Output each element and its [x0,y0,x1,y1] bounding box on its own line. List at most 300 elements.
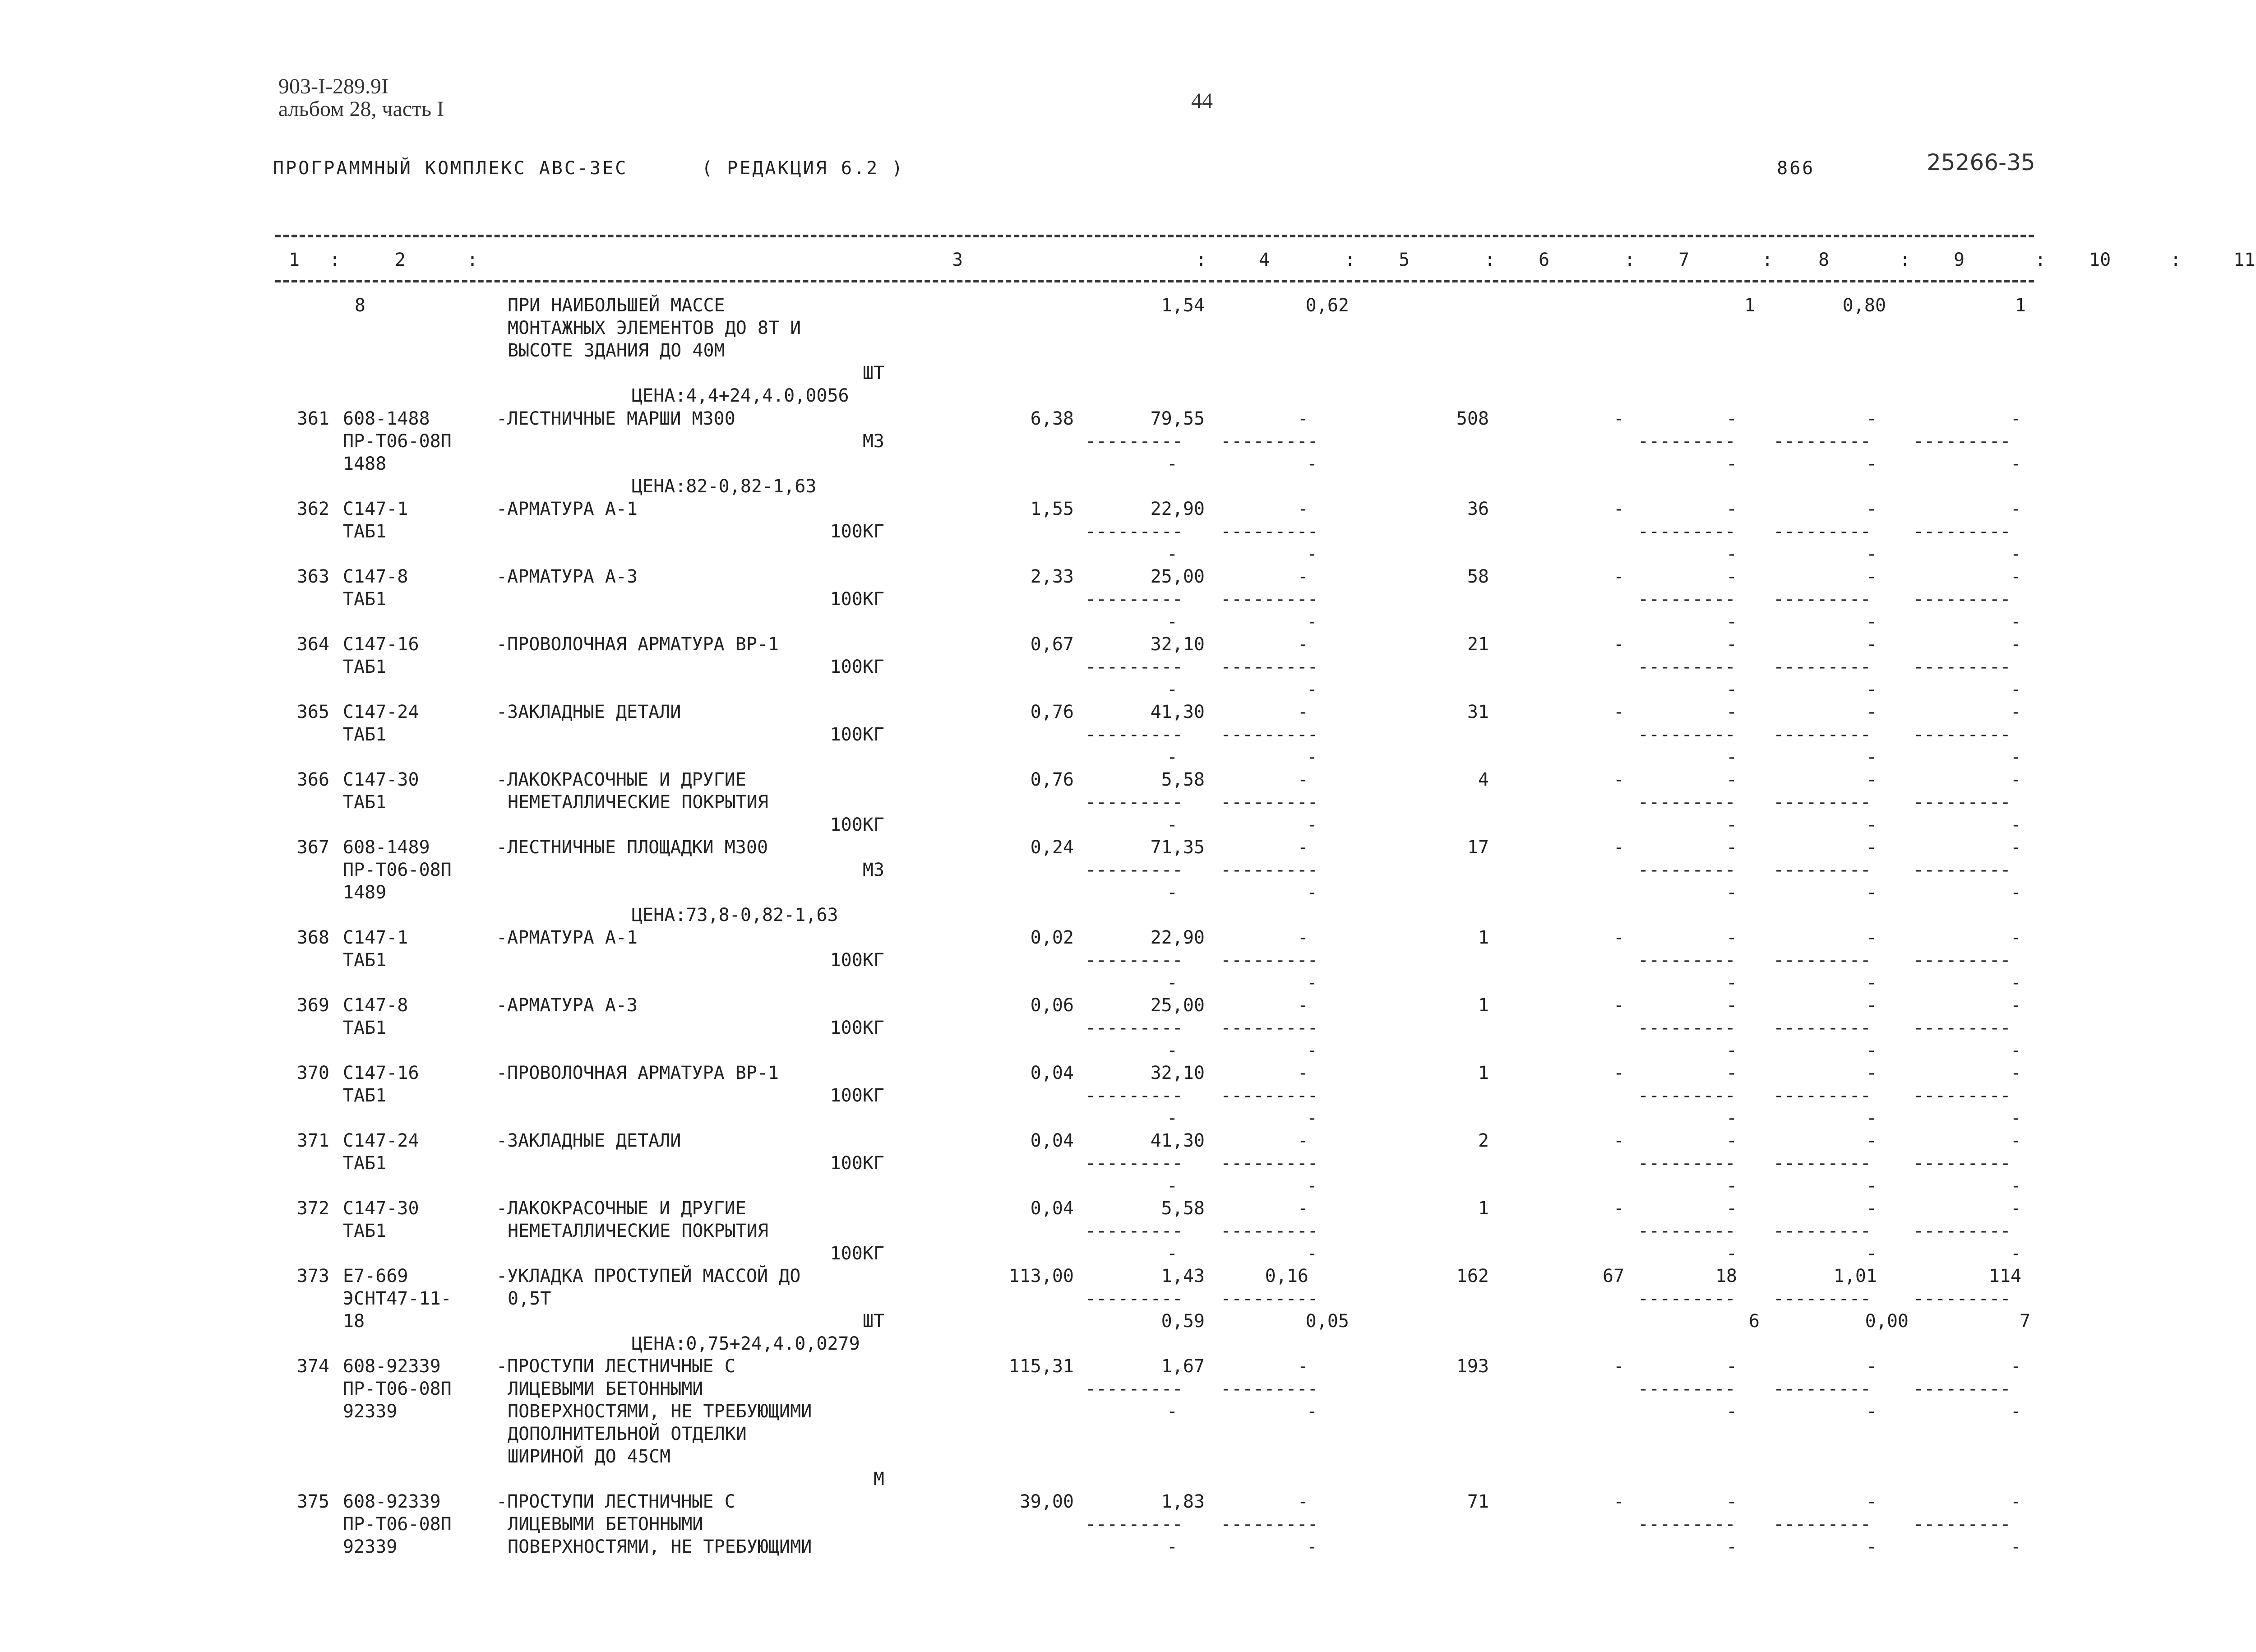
page-number: 44 [1191,89,1213,113]
column-header: 7 [1678,250,1690,270]
row-code-line: ТАБ1 [343,657,387,677]
cell-rule: --------- [1913,521,2011,542]
cell-c5: 25,00 [1150,566,1205,587]
row-number: 362 [296,499,329,519]
cell-c11: - [2010,1063,2021,1083]
row-code-line: 92339 [343,1536,398,1557]
row-unit: ШТ [862,1311,884,1332]
row-desc-line: -АРМАТУРА А-3 [496,995,638,1016]
cell-rule: --------- [1913,1085,2011,1106]
column-separator: : [1484,250,1496,270]
empty-cell-mark: - [2010,814,2021,835]
empty-cell-mark: - [1306,1175,1318,1196]
cell-rule: --------- [1220,431,1318,452]
cell-c7: 1 [1478,995,1489,1016]
empty-cell-mark: - [1866,747,1877,768]
edition-label: ( РЕДАКЦИЯ 6.2 ) [702,158,905,179]
column-header: 2 [395,250,406,270]
row-number: 363 [296,566,329,587]
row-number: 365 [296,702,329,722]
row-code-line: С147-1 [343,927,408,948]
row-desc-line: НЕМЕТАЛЛИЧЕСКИЕ ПОКРЫТИЯ [508,1221,768,1241]
empty-cell-mark: - [2010,972,2021,993]
cell-c7: 508 [1456,408,1489,429]
row-code-line: 92339 [343,1401,398,1422]
cell-rule: --------- [1085,1018,1183,1038]
album-label: альбом 28, часть I [278,97,444,121]
cell-c4: 0,24 [1030,837,1074,858]
row-code-line: 1489 [343,882,387,903]
cell-c5: 25,00 [1150,995,1205,1016]
cell-c11: - [2010,837,2021,858]
cell-c7: 4 [1478,769,1489,790]
empty-cell-mark: - [1866,882,1877,903]
cell-c8: - [1613,1356,1624,1377]
row-code-line: ПР-Т06-08П [343,860,452,880]
cell-c10: - [1866,499,1877,519]
cell-c4: 0,76 [1030,769,1074,790]
empty-cell-mark: - [1726,882,1737,903]
empty-cell-mark: - [1866,1175,1877,1196]
empty-cell-mark: - [1726,544,1737,565]
empty-cell-mark: - [2010,1401,2021,1422]
row-desc-line: -ПРОВОЛОЧНАЯ АРМАТУРА ВР-1 [496,634,779,655]
cell-c4: 0,04 [1030,1063,1074,1083]
empty-cell-mark: - [2010,1175,2021,1196]
cell-rule: --------- [1085,1288,1183,1309]
cell-rule: --------- [1773,657,1871,677]
cell-c10: - [1866,566,1877,587]
empty-cell-mark: - [2010,544,2021,565]
empty-cell-mark: - [1166,544,1178,565]
row-unit: 100КГ [830,950,884,971]
column-separator: : [1196,250,1207,270]
empty-cell-mark: - [1306,1536,1318,1557]
cell-c10: - [1866,837,1877,858]
cell-rule: --------- [1220,657,1318,677]
empty-cell-mark: - [1166,1243,1178,1264]
cell-c9: - [1726,995,1737,1016]
row-number: 373 [296,1266,329,1286]
cell-rule: --------- [1773,1085,1871,1106]
cell-rule: --------- [1220,1018,1318,1038]
row-number: 361 [296,408,329,429]
cell-b9: 6 [1748,1311,1760,1332]
cell-c11: - [2010,1198,2021,1219]
row-desc-line: -ЛЕСТНИЧНЫЕ ПЛОЩАДКИ М300 [496,837,768,858]
row-desc-line: -ЛЕСТНИЧНЫЕ МАРШИ М300 [496,408,735,429]
cell-rule: --------- [1773,1288,1871,1309]
column-separator: : [467,250,478,270]
row-code-line: ЭСНТ47-11- [343,1288,452,1309]
cell-c8: - [1613,995,1624,1016]
cell-rule: --------- [1085,724,1183,745]
cell-rule: --------- [1220,950,1318,971]
empty-cell-mark: - [1166,814,1178,835]
row-code-line: ТАБ1 [343,792,387,813]
cell-c11: - [2010,702,2021,722]
cell-c4: 0,67 [1030,634,1074,655]
row-unit: 100КГ [830,1243,884,1264]
empty-cell-mark: - [2010,611,2021,632]
cell-c10: - [1866,1130,1877,1151]
cell-rule: --------- [1220,1085,1318,1106]
intro-desc-line: ВЫСОТЕ ЗДАНИЯ ДО 40М [508,340,725,361]
cell-rule: --------- [1638,1514,1736,1535]
cell-c6: - [1297,995,1308,1016]
empty-cell-mark: - [1166,453,1178,474]
row-code-line: 608-92339 [343,1356,441,1377]
row-unit: 100КГ [830,814,884,835]
empty-cell-mark: - [1166,1040,1178,1061]
cell-rule: --------- [1638,431,1736,452]
cell-rule: --------- [1773,792,1871,813]
cell-rule: --------- [1913,1514,2011,1535]
empty-cell-mark: - [1726,1040,1737,1061]
cell-c6: - [1297,769,1308,790]
row-unit: 100КГ [830,1153,884,1174]
cell-c7: 21 [1467,634,1489,655]
intro-desc-line: ПРИ НАИБОЛЬШЕЙ МАССЕ [508,295,725,316]
table-top-rule [275,235,2034,237]
empty-cell-mark: - [1166,972,1178,993]
empty-cell-mark: - [1866,453,1877,474]
cell-c6: - [1297,1130,1308,1151]
cell-c11: - [2010,1491,2021,1512]
cell-c5: 1,67 [1161,1356,1205,1377]
row-desc-line: -ЛАКОКРАСОЧНЫЕ И ДРУГИЕ [496,1198,746,1219]
cell-rule: --------- [1085,657,1183,677]
cell-rule: --------- [1638,1379,1736,1399]
cell-c11: - [2010,499,2021,519]
cell-c8: - [1613,1198,1624,1219]
cell-rule: --------- [1913,1153,2011,1174]
cell-c10: - [1866,408,1877,429]
row-code-line: ТАБ1 [343,589,387,610]
cell-rule: --------- [1773,1379,1871,1399]
cell-c4: 39,00 [1019,1491,1074,1512]
empty-cell-mark: - [1726,1243,1737,1264]
row-code-line: С147-16 [343,1063,419,1083]
cell-rule: --------- [1085,589,1183,610]
cell-rule: --------- [1638,860,1736,880]
intro-price: ЦЕНА:4,4+24,4.0,0056 [632,385,849,406]
cell-c11: - [2010,927,2021,948]
row-desc-line: -ПРОСТУПИ ЛЕСТНИЧНЫЕ С [496,1491,735,1512]
empty-cell-mark: - [1866,1243,1877,1264]
row-unit: 100КГ [830,521,884,542]
column-header: 10 [2089,250,2111,270]
table-header-rule [275,280,2034,282]
row-price: ЦЕНА:82-0,82-1,63 [632,476,817,497]
cell-c4: 0,04 [1030,1198,1074,1219]
cell-c11: 114 [1988,1266,2021,1286]
cell-c7: 1 [1478,1063,1489,1083]
row-code-line: 1488 [343,453,387,474]
cell-c7: 1 [1478,1198,1489,1219]
cell-c10: - [1866,769,1877,790]
row-unit: М3 [862,860,884,880]
empty-cell-mark: - [2010,1243,2021,1264]
cell-c6: - [1297,1356,1308,1377]
row-desc-line: ДОПОЛНИТЕЛЬНОЙ ОТДЕЛКИ [508,1424,747,1444]
row-unit: 100КГ [830,724,884,745]
row-desc-line: -ПРОСТУПИ ЛЕСТНИЧНЫЕ С [496,1356,735,1377]
empty-cell-mark: - [1866,1040,1877,1061]
cell-rule: --------- [1085,1514,1183,1535]
row-code-line: ТАБ1 [343,724,387,745]
cell-rule: --------- [1773,1018,1871,1038]
cell-b11: 7 [2019,1311,2030,1332]
cell-c9: - [1726,499,1737,519]
row-unit: 100КГ [830,1085,884,1106]
row-desc-line: ЛИЦЕВЫМИ БЕТОННЫМИ [508,1379,703,1399]
empty-cell-mark: - [1306,679,1318,700]
cell-rule: --------- [1638,1018,1736,1038]
row-number: 371 [296,1130,329,1151]
code-866: 866 [1777,158,1815,179]
empty-cell-mark: - [1306,747,1318,768]
cell-rule: --------- [1638,1085,1736,1106]
row-desc-line: ПОВЕРХНОСТЯМИ, НЕ ТРЕБУЮЩИМИ [508,1401,812,1422]
cell-c7: 162 [1456,1266,1489,1286]
cell-c10: - [1866,1198,1877,1219]
row-desc-line: ШИРИНОЙ ДО 45СМ [508,1446,671,1467]
row-desc-line: ПОВЕРХНОСТЯМИ, НЕ ТРЕБУЮЩИМИ [508,1536,812,1557]
cell-rule: --------- [1085,431,1183,452]
empty-cell-mark: - [1306,1040,1318,1061]
cell-c10: - [1866,927,1877,948]
sheet-code: 25266-35 [1927,149,2035,176]
cell-c5: 32,10 [1150,634,1205,655]
cell-c11: - [2010,566,2021,587]
empty-cell-mark: - [1866,611,1877,632]
row-number: 366 [296,769,329,790]
cell-c5: 79,55 [1150,408,1205,429]
cell-c4: 1,55 [1030,499,1074,519]
cell-c8: - [1613,408,1624,429]
cell-c5: 32,10 [1150,1063,1205,1083]
row-number: 370 [296,1063,329,1083]
cell-rule: --------- [1638,792,1736,813]
cell-rule: --------- [1220,521,1318,542]
empty-cell-mark: - [1726,814,1737,835]
cell-c11: - [2010,408,2021,429]
cell-rule: --------- [1085,792,1183,813]
row-code-line: С147-8 [343,995,408,1016]
cell-rule: --------- [1913,950,2011,971]
cell-c10: - [1866,634,1877,655]
cell-c5: 41,30 [1150,1130,1205,1151]
row-code-line: ТАБ1 [343,1221,387,1241]
row-unit: 100КГ [830,657,884,677]
cell-c5: 1,43 [1161,1266,1205,1286]
cell-rule: --------- [1913,589,2011,610]
cell-rule: --------- [1085,1221,1183,1241]
row-code-line: С147-16 [343,634,419,655]
cell-c5: 1,83 [1161,1491,1205,1512]
cell-c11: - [2010,1356,2021,1377]
intro-unit: ШТ [862,363,884,384]
cell-rule: --------- [1913,1379,2011,1399]
empty-cell-mark: - [1866,814,1877,835]
cell-rule: --------- [1220,724,1318,745]
cell-c6: - [1297,927,1308,948]
row-desc-line: -ЛАКОКРАСОЧНЫЕ И ДРУГИЕ [496,769,746,790]
cell-c4: 115,31 [1008,1356,1074,1377]
cell-c8: - [1613,566,1624,587]
cell-rule: --------- [1913,1288,2011,1309]
cell-rule: --------- [1085,1153,1183,1174]
cell-b6: 0,05 [1305,1311,1349,1332]
empty-cell-mark: - [1306,544,1318,565]
cell-c6: - [1297,702,1308,722]
empty-cell-mark: - [1726,1536,1737,1557]
cell-c4: 0,02 [1030,927,1074,948]
cell-rule: --------- [1773,1514,1871,1535]
row-desc-line: НЕМЕТАЛЛИЧЕСКИЕ ПОКРЫТИЯ [508,792,768,813]
row-number: 375 [296,1491,329,1512]
column-header: 6 [1539,250,1550,270]
program-title: ПРОГРАММНЫЙ КОМПЛЕКС АВС-3ЕС [273,158,628,179]
cell-c8: - [1613,499,1624,519]
cell-rule: --------- [1220,1153,1318,1174]
intro-c9: 1 [1744,295,1755,316]
cell-rule: --------- [1638,657,1736,677]
cell-c10: - [1866,1356,1877,1377]
empty-cell-mark: - [2010,1536,2021,1557]
empty-cell-mark: - [1726,679,1737,700]
cell-c6: - [1297,408,1308,429]
cell-rule: --------- [1085,521,1183,542]
cell-c6: - [1297,566,1308,587]
row-code-line: ПР-Т06-08П [343,1379,452,1399]
cell-rule: --------- [1773,724,1871,745]
row-number: 368 [296,927,329,948]
cell-c4: 113,00 [1008,1266,1074,1286]
cell-c7: 17 [1467,837,1489,858]
cell-c9: - [1726,408,1737,429]
cell-rule: --------- [1220,589,1318,610]
cell-rule: --------- [1638,950,1736,971]
cell-rule: --------- [1773,860,1871,880]
empty-cell-mark: - [1306,611,1318,632]
row-code-line: ТАБ1 [343,521,387,542]
cell-rule: --------- [1085,1085,1183,1106]
column-header: 11 [2233,250,2256,270]
empty-cell-mark: - [1726,972,1737,993]
row-unit: М [873,1469,884,1490]
cell-c7: 2 [1478,1130,1489,1151]
column-separator: : [1762,250,1773,270]
cell-rule: --------- [1773,589,1871,610]
cell-c9: - [1726,566,1737,587]
cell-rule: --------- [1638,589,1736,610]
cell-c8: - [1613,837,1624,858]
row-unit: М3 [862,431,884,452]
cell-rule: --------- [1913,657,2011,677]
row-number: 374 [296,1356,329,1377]
cell-c9: - [1726,1063,1737,1083]
row-code-line: С147-30 [343,769,419,790]
cell-c5: 5,58 [1161,1198,1205,1219]
cell-c7: 1 [1478,927,1489,948]
empty-cell-mark: - [1306,1108,1318,1129]
cell-rule: --------- [1913,1018,2011,1038]
cell-c8: - [1613,1491,1624,1512]
document-code: 903-I-289.9I [278,74,388,98]
column-header: 4 [1259,250,1270,270]
cell-c6: 0,16 [1265,1266,1308,1286]
empty-cell-mark: - [1166,1401,1178,1422]
row-code-line: 608-1488 [343,408,430,429]
cell-rule: --------- [1638,1288,1736,1309]
row-code-line: С147-8 [343,566,408,587]
cell-c10: - [1866,995,1877,1016]
cell-c9: - [1726,837,1737,858]
intro-c5: 1,54 [1161,295,1205,316]
column-separator: : [2170,250,2182,270]
cell-rule: --------- [1773,521,1871,542]
cell-rule: --------- [1220,1514,1318,1535]
empty-cell-mark: - [1726,453,1737,474]
intro-num: 8 [354,295,365,316]
cell-c7: 58 [1467,566,1489,587]
cell-c9: - [1726,769,1737,790]
cell-rule: --------- [1638,1153,1736,1174]
cell-c4: 0,04 [1030,1130,1074,1151]
cell-c9: - [1726,927,1737,948]
empty-cell-mark: - [1306,814,1318,835]
row-unit: 100КГ [830,1018,884,1038]
cell-rule: --------- [1773,431,1871,452]
intro-c6: 0,62 [1305,295,1349,316]
column-separator: : [1900,250,1911,270]
intro-c10: 0,80 [1842,295,1886,316]
intro-desc-line: МОНТАЖНЫХ ЭЛЕМЕНТОВ ДО 8Т И [508,318,801,338]
cell-c11: - [2010,634,2021,655]
cell-c10: - [1866,1063,1877,1083]
column-separator: : [329,250,341,270]
empty-cell-mark: - [1726,1108,1737,1129]
cell-c6: - [1297,634,1308,655]
cell-c6: - [1297,1198,1308,1219]
row-code-line: 18 [343,1311,365,1332]
row-code-line: ПР-Т06-08П [343,1514,452,1535]
empty-cell-mark: - [1306,882,1318,903]
empty-cell-mark: - [2010,747,2021,768]
cell-c5: 41,30 [1150,702,1205,722]
cell-c9: - [1726,1356,1737,1377]
cell-rule: --------- [1773,1153,1871,1174]
cell-c4: 2,33 [1030,566,1074,587]
row-code-line: ТАБ1 [343,1018,387,1038]
empty-cell-mark: - [2010,1040,2021,1061]
empty-cell-mark: - [1166,747,1178,768]
empty-cell-mark: - [2010,679,2021,700]
cell-c4: 0,76 [1030,702,1074,722]
column-header-row [275,250,2256,272]
cell-rule: --------- [1220,792,1318,813]
cell-c7: 31 [1467,702,1489,722]
column-header: 8 [1818,250,1830,270]
column-header: 5 [1399,250,1410,270]
row-code-line: С147-1 [343,499,408,519]
cell-c6: - [1297,1491,1308,1512]
cell-c11: - [2010,769,2021,790]
cell-c9: - [1726,702,1737,722]
column-separator: : [1345,250,1356,270]
